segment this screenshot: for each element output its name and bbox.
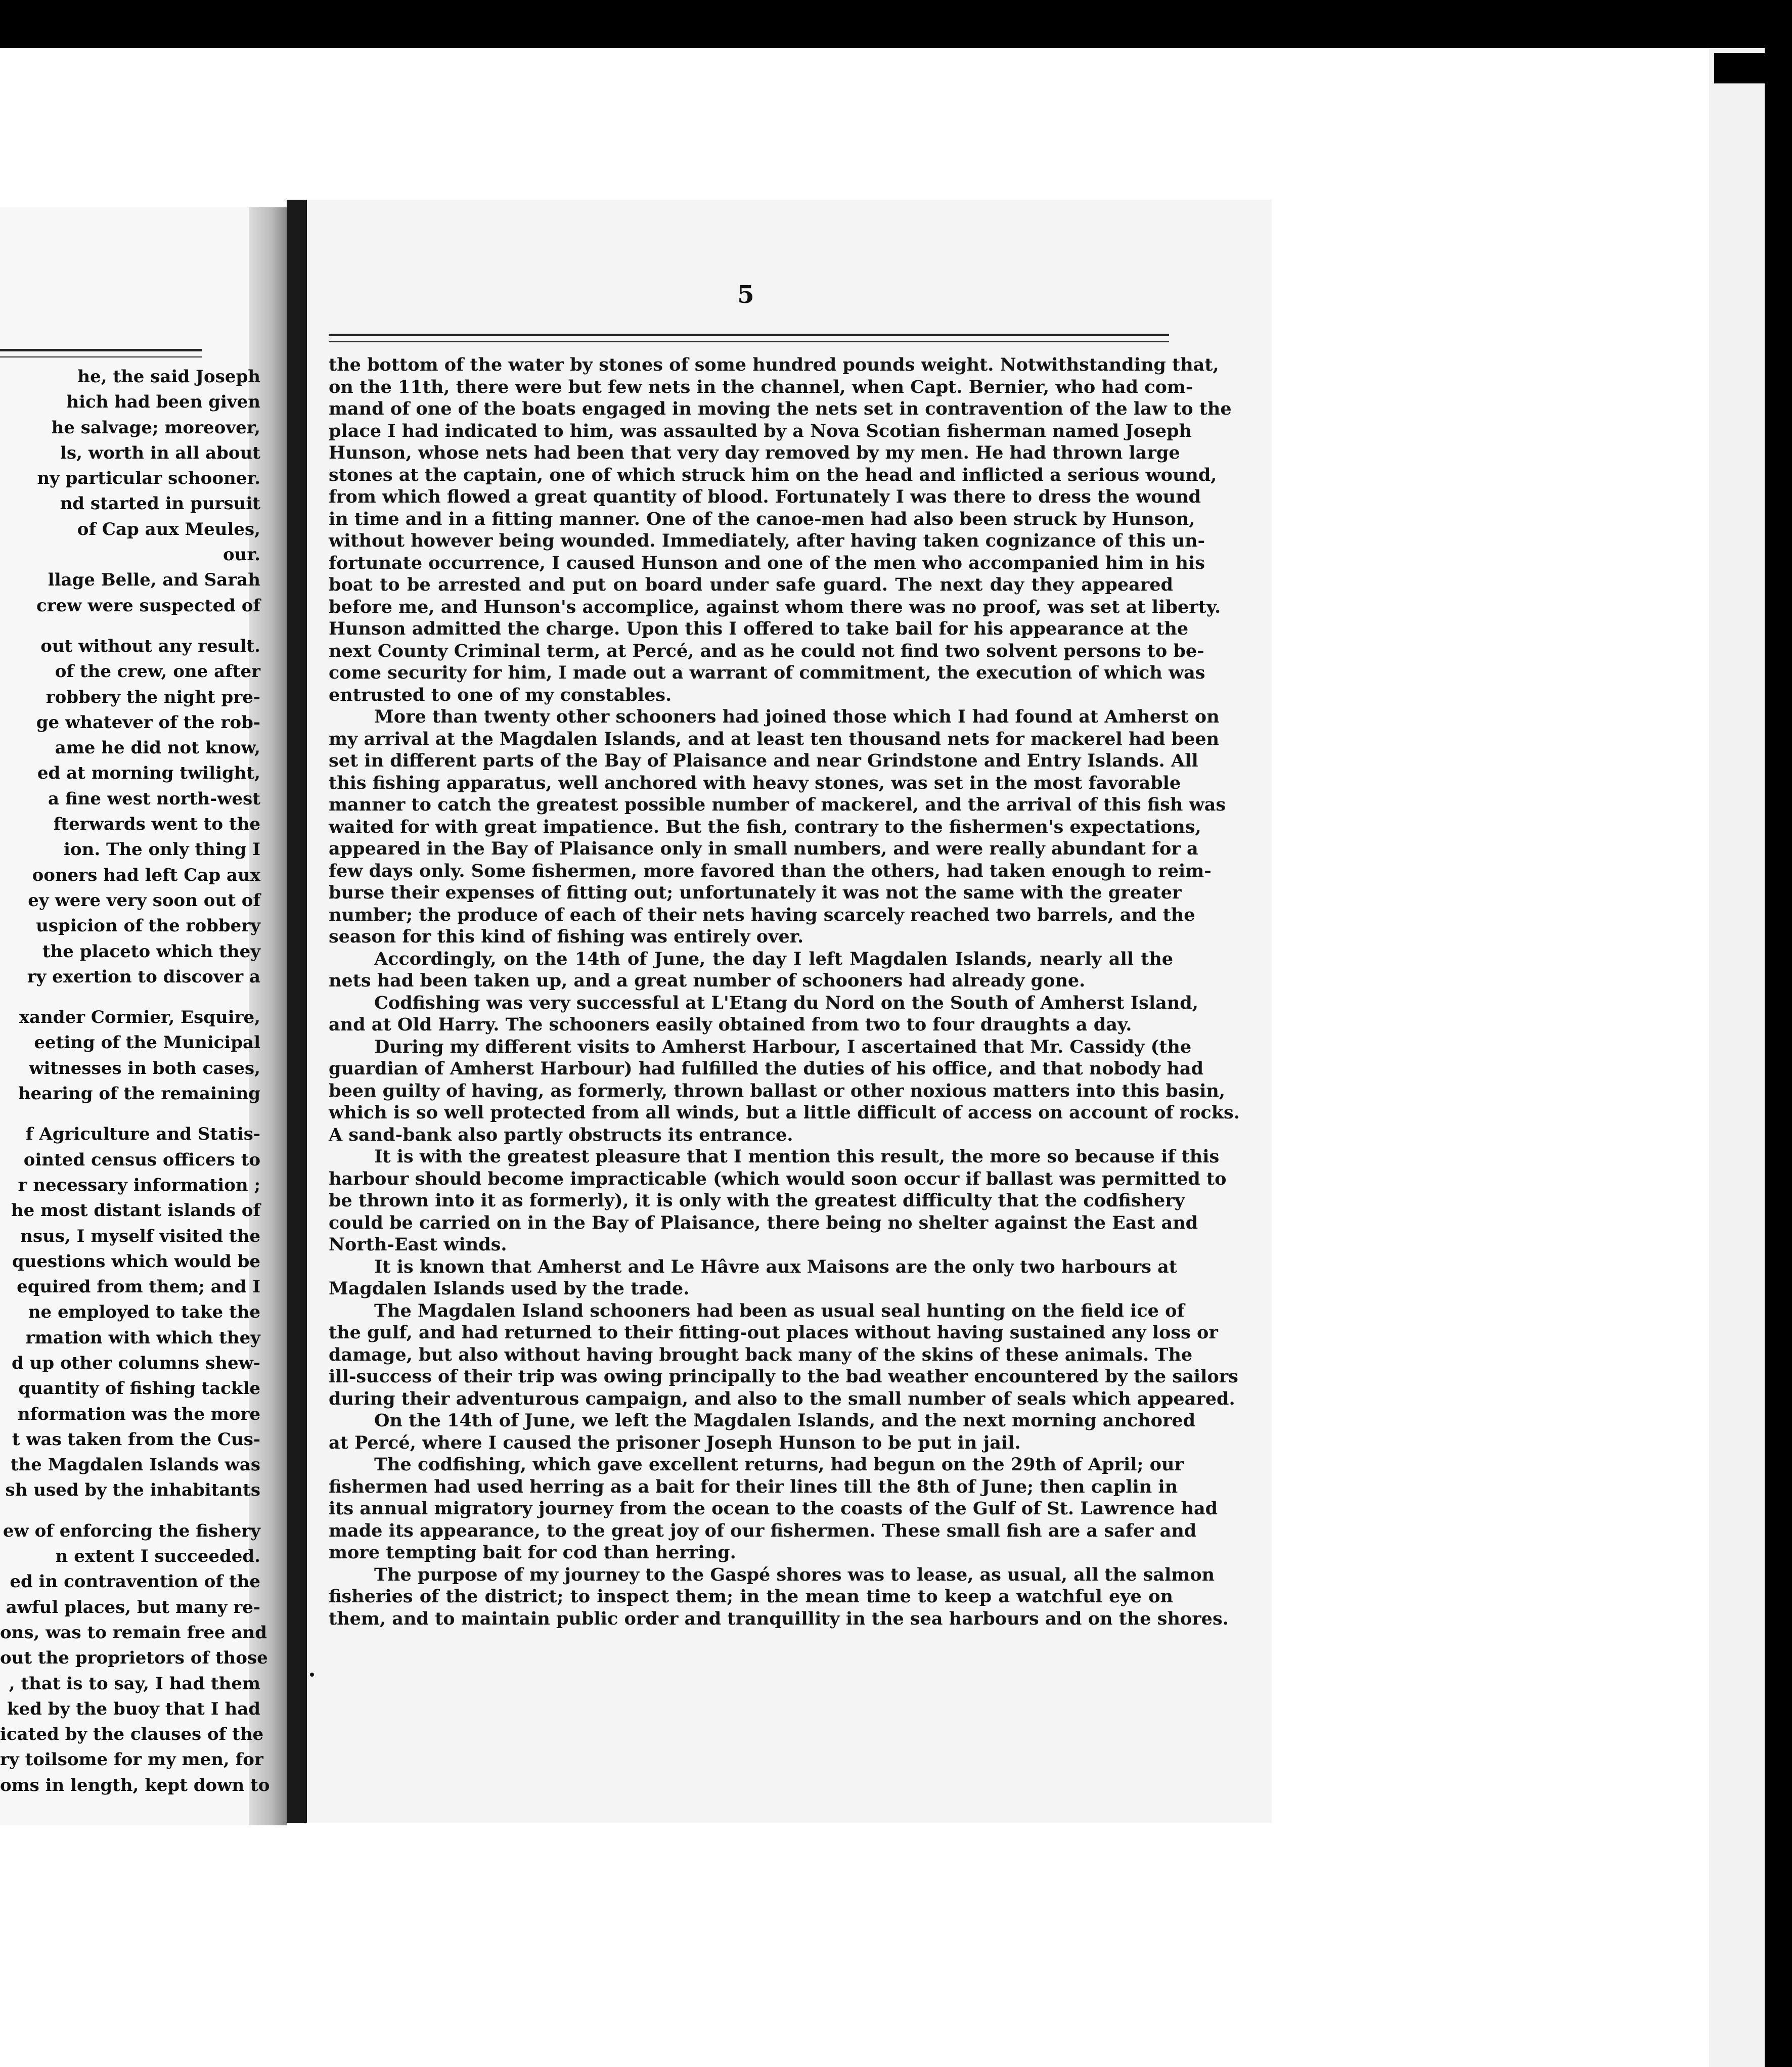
left-page-line: crew were suspected of — [36, 595, 260, 616]
left-page-line: llage Belle, and Sarah — [48, 570, 260, 591]
left-page-line: t was taken from the Cus- — [12, 1429, 260, 1450]
scan-border-right — [1765, 48, 1792, 2067]
body-line: damage, but also without having brought back many of the skins of these animals. The — [329, 1344, 1193, 1365]
body-line: The Magdalen Island schooners had been as usual seal hunting on the field ice of — [374, 1300, 1185, 1321]
body-line: them, and to maintain public order and tranquillity in the sea harbours and on the shores. — [329, 1608, 1229, 1629]
margin-dot — [310, 1673, 314, 1677]
scan-corner-mark — [1714, 53, 1765, 83]
left-page-line: he salvage; moreover, — [51, 417, 260, 438]
body-line: ill-success of their trip was owing principally to the bad weather encountered by the sailors — [329, 1366, 1238, 1387]
left-page-line: r necessary information ; — [18, 1175, 260, 1195]
body-line: entrusted to one of my constables. — [329, 684, 672, 705]
left-page-header-rule — [0, 349, 202, 357]
left-page-line: of Cap aux Meules, — [77, 519, 260, 540]
body-line: waited for with great impatience. But the fish, contrary to the fishermen's expectations, — [329, 816, 1201, 837]
body-line: manner to catch the greatest possible number of mackerel, and the arrival of this fish was — [329, 794, 1226, 815]
body-line: number; the produce of each of their nets having scarcely reached two barrels, and the — [329, 904, 1195, 925]
left-page-line: awful places, but many re- — [6, 1597, 260, 1617]
left-page-line: of the crew, one after — [55, 661, 260, 682]
body-line: guardian of Amherst Harbour) had fulfilled the duties of his office, and that nobody had — [329, 1058, 1204, 1079]
left-page-line: nformation was the more — [17, 1404, 260, 1424]
body-line: which is so well protected from all winds, but a little difficult of access on account of rocks. — [329, 1102, 1240, 1123]
left-page-line: equired from them; and I — [17, 1277, 260, 1297]
body-line: be thrown into it as formerly), it is only with the greatest difficulty that the codfishery — [329, 1190, 1185, 1211]
body-text — [329, 354, 1240, 1630]
left-page-line: sh used by the inhabitants — [5, 1480, 260, 1501]
left-page-line: ointed census officers to — [23, 1149, 260, 1170]
left-page-line: our. — [222, 545, 260, 565]
left-page-line: xander Cormier, Esquire, — [19, 1007, 260, 1028]
facing-page-text-column — [0, 364, 270, 1798]
left-page-line: nd started in pursuit — [60, 493, 260, 514]
body-line: made its appearance, to the great joy of our fishermen. These small fish are a safer and — [329, 1520, 1197, 1541]
left-page-line: the Magdalen Islands was — [10, 1455, 260, 1475]
left-page-line: ed at morning twilight, — [37, 763, 260, 784]
left-page-line: quantity of fishing tackle — [18, 1378, 260, 1399]
body-line: mand of one of the boats engaged in moving the nets set in contravention of the law to the — [329, 398, 1232, 419]
left-page-line: hearing of the remaining — [18, 1084, 260, 1104]
scan-border-top — [0, 0, 1792, 48]
left-page-gap — [0, 1503, 260, 1518]
left-page-line: , that is to say, I had them — [9, 1673, 260, 1694]
body-line: Hunson, whose nets had been that very day removed by my men. He had thrown large — [329, 442, 1180, 463]
body-line: fortunate occurrence, I caused Hunson and one of the men who accompanied him in his — [329, 552, 1205, 573]
left-page-line: hich had been given — [66, 392, 260, 413]
left-page-line: oms in length, kept down to — [0, 1775, 270, 1795]
left-page-line: ls, worth in all about — [60, 442, 260, 463]
body-line: A sand-bank also partly obstructs its entrance. — [329, 1124, 793, 1145]
body-line: boat to be arrested and put on board under safe guard. The next day they appeared — [329, 574, 1173, 595]
left-page-line: icated by the clauses of the — [0, 1724, 264, 1745]
body-line: fisheries of the district; to inspect them; in the mean time to keep a watchful eye on — [329, 1586, 1173, 1607]
body-line: During my different visits to Amherst Harbour, I ascertained that Mr. Cassidy (the — [374, 1036, 1192, 1057]
left-page-line: out the proprietors of those — [0, 1648, 268, 1669]
left-page-line: ed in contravention of the — [10, 1571, 260, 1592]
body-line: before me, and Hunson's accomplice, against whom there was no proof, was set at liberty. — [329, 596, 1221, 617]
body-line: the gulf, and had returned to their fitting-out places without having sustained any loss or — [329, 1322, 1218, 1343]
body-line: It is known that Amherst and Le Hâvre aux Maisons are the only two harbours at — [374, 1256, 1177, 1277]
body-line: on the 11th, there were but few nets in the channel, when Capt. Bernier, who had com- — [329, 376, 1193, 397]
left-page-line: ame he did not know, — [55, 738, 260, 758]
body-line: more tempting bait for cod than herring. — [329, 1542, 736, 1563]
body-line: could be carried on in the Bay of Plaisance, there being no shelter against the East and — [329, 1212, 1198, 1233]
left-page-line: out without any result. — [40, 636, 260, 656]
left-page-line: rmation with which they — [25, 1327, 260, 1348]
left-page-line: ew of enforcing the fishery — [3, 1520, 260, 1541]
left-page-line: the placeto which they — [42, 941, 260, 962]
left-page-line: ey were very soon out of — [28, 890, 260, 911]
body-line: nets had been taken up, and a great number of schooners had already gone. — [329, 970, 1086, 991]
left-page-line: ry exertion to discover a — [27, 966, 260, 987]
left-page-gap — [0, 618, 260, 634]
left-page-line: questions which would be — [12, 1251, 260, 1272]
body-line: On the 14th of June, we left the Magdalen Islands, and the next morning anchored — [374, 1410, 1196, 1431]
body-line: North-East winds. — [329, 1234, 507, 1255]
left-page-line: eeting of the Municipal — [34, 1032, 260, 1053]
left-page-line: ion. The only thing I — [64, 839, 260, 860]
left-page-gap — [0, 1106, 260, 1121]
body-line: from which flowed a great quantity of blood. Fortunately I was there to dress the wound — [329, 486, 1201, 507]
body-line: fishermen had used herring as a bait for their lines till the 8th of June; then caplin in — [329, 1476, 1178, 1497]
left-page-line: ge whatever of the rob- — [36, 712, 260, 733]
left-page-line: he, the said Joseph — [77, 367, 260, 387]
left-page-line: nsus, I myself visited the — [20, 1226, 260, 1246]
body-line: Magdalen Islands used by the trade. — [329, 1278, 690, 1299]
body-line: Accordingly, on the 14th of June, the day I left Magdalen Islands, nearly all the — [374, 948, 1173, 969]
body-line: stones at the captain, one of which struck him on the head and inflicted a serious wound, — [329, 464, 1217, 485]
left-page-line: d up other columns shew- — [12, 1353, 260, 1373]
left-page-line: f Agriculture and Statis- — [25, 1124, 260, 1145]
body-line: place I had indicated to him, was assaulted by a Nova Scotian fisherman named Joseph — [329, 420, 1192, 441]
body-line: harbour should become impracticable (which would soon occur if ballast was permitted to — [329, 1168, 1227, 1189]
left-page-line: n extent I succeeded. — [55, 1546, 260, 1567]
body-line: at Percé, where I caused the prisoner Joseph Hunson to be put in jail. — [329, 1432, 1021, 1453]
left-page-line: witnesses in both cases, — [29, 1058, 260, 1079]
left-page-line: ne employed to take the — [28, 1302, 260, 1323]
header-rule — [329, 334, 1169, 342]
body-line: set in different parts of the Bay of Plaisance and near Grindstone and Entry Islands. All — [329, 750, 1198, 771]
left-page-line: robbery the night pre- — [46, 687, 260, 707]
left-page-gap — [0, 990, 260, 1005]
left-page-line: fterwards went to the — [53, 814, 260, 835]
body-line: Codfishing was very successful at L'Etang du Nord on the South of Amherst Island, — [374, 992, 1198, 1013]
body-line: in time and in a fitting manner. One of the canoe-men had also been struck by Hunson, — [329, 508, 1195, 529]
body-line: season for this kind of fishing was entirely over. — [329, 926, 804, 947]
left-page-line: ny particular schooner. — [37, 468, 260, 489]
body-line: The codfishing, which gave excellent returns, had begun on the 29th of April; our — [374, 1454, 1184, 1475]
body-line: The purpose of my journey to the Gaspé shores was to lease, as usual, all the salmon — [374, 1564, 1215, 1585]
body-line: It is with the greatest pleasure that I mention this result, the more so because if this — [374, 1146, 1220, 1167]
body-line: its annual migratory journey from the ocean to the coasts of the Gulf of St. Lawrence had — [329, 1498, 1218, 1519]
left-page-line: a fine west north-west — [48, 788, 260, 809]
body-line: next County Criminal term, at Percé, and as he could not find two solvent persons to be- — [329, 640, 1204, 661]
left-page-line: ons, was to remain free and — [0, 1622, 267, 1643]
body-line: appeared in the Bay of Plaisance only in small numbers, and were really abundant for a — [329, 838, 1198, 859]
page-number: 5 — [737, 281, 754, 309]
body-line: been guilty of having, as formerly, thrown ballast or other noxious matters into this basin, — [329, 1080, 1226, 1101]
body-line: More than twenty other schooners had joined those which I had found at Amherst on — [374, 706, 1220, 727]
body-line: few days only. Some fishermen, more favored than the others, had taken enough to reim- — [329, 860, 1212, 881]
scan-margin-right — [1709, 48, 1765, 2067]
left-page-line: ked by the buoy that I had — [7, 1698, 260, 1719]
left-page-line: he most distant islands of — [11, 1200, 260, 1221]
body-line: my arrival at the Magdalen Islands, and at least ten thousand nets for mackerel had been — [329, 728, 1220, 749]
body-line: and at Old Harry. The schooners easily obtained from two to four draughts a day. — [329, 1014, 1132, 1035]
left-page-line: ry toilsome for my men, for — [0, 1749, 263, 1770]
book-binding — [287, 200, 307, 1823]
body-line: come security for him, I made out a warrant of commitment, the execution of which was — [329, 662, 1205, 683]
body-line: burse their expenses of fitting out; unfortunately it was not the same with the greater — [329, 882, 1182, 903]
body-line: Hunson admitted the charge. Upon this I offered to take bail for his appearance at the — [329, 618, 1189, 639]
left-page-line: uspicion of the robbery — [36, 916, 260, 936]
body-line: this fishing apparatus, well anchored with heavy stones, was set in the most favorable — [329, 772, 1181, 793]
body-line: during their adventurous campaign, and also to the small number of seals which appeared. — [329, 1388, 1235, 1409]
body-line: the bottom of the water by stones of some hundred pounds weight. Notwithstanding that, — [329, 354, 1219, 375]
body-line: without however being wounded. Immediately, after having taken cognizance of this un- — [329, 530, 1205, 551]
left-page-line: ooners had left Cap aux — [32, 865, 260, 885]
